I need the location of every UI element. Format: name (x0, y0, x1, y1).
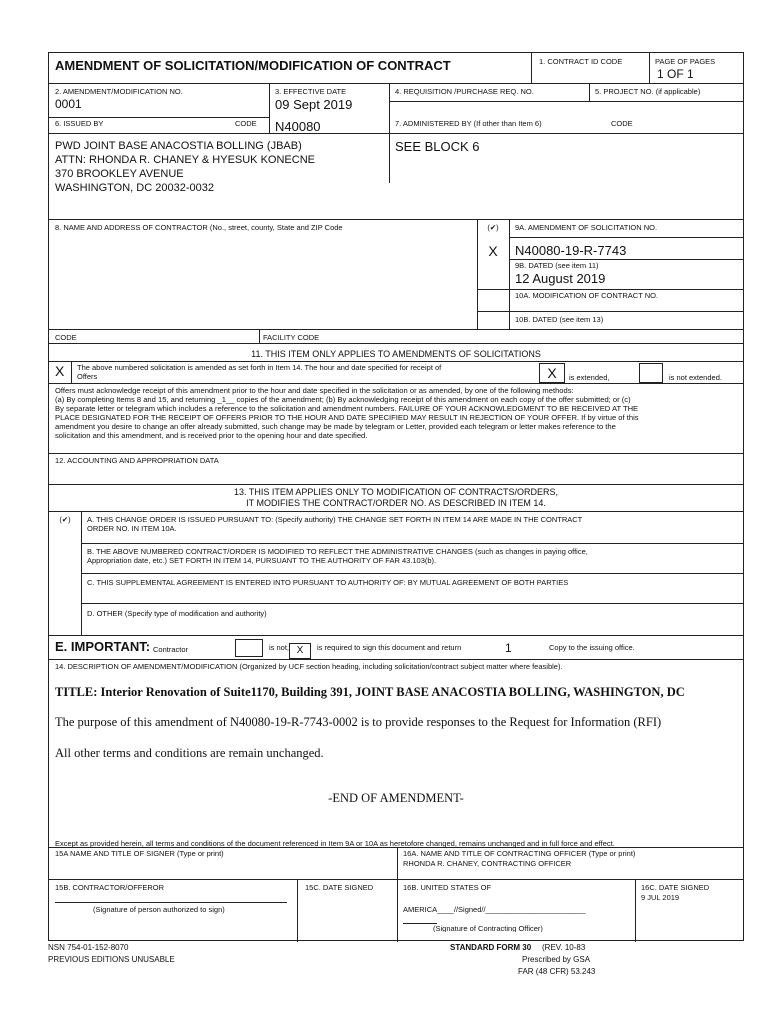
prescribed-by: Prescribed by GSA (522, 955, 591, 964)
amendment-form (48, 52, 744, 941)
amendment-no-value: 0001 (55, 97, 82, 111)
item-14-label: 14. DESCRIPTION OF AMENDMENT/MODIFICATION (Organized by UCF section heading, including solicitation/contract subject matter where feasible). (55, 662, 563, 671)
previous-editions: PREVIOUS EDITIONS UNUSABLE (48, 955, 175, 964)
extended-check-mark: X (547, 365, 557, 381)
standard-form-label: STANDARD FORM 30 (450, 943, 532, 952)
dated-10b-label: 10B. DATED (see item 13) (515, 315, 604, 324)
end-of-amendment: -END OF AMENDMENT- (328, 791, 464, 805)
extended-label: is extended, (569, 373, 610, 382)
is-not-checkbox[interactable] (235, 639, 263, 657)
is-required-text: is required to sign this document and return (317, 643, 462, 652)
contractor-name-label: 8. NAME AND ADDRESS OF CONTRACTOR (No., street, county, State and ZIP Code (55, 223, 343, 232)
amendment-solicitation-label: 9A. AMENDMENT OF SOLICITATION NO. (515, 223, 658, 232)
officer-signature-caption: (Signature of Contracting Officer) (433, 924, 543, 932)
code-label: CODE (55, 333, 77, 342)
copies-count: 1 (505, 641, 512, 655)
issued-by-label: 6. ISSUED BY (55, 119, 104, 128)
united-states-label: 16B. UNITED STATES OF (403, 883, 492, 892)
project-no-label: 5. PROJECT NO. (if applicable) (595, 87, 701, 96)
effective-date-label: 3. EFFECTIVE DATE (275, 87, 347, 96)
amendment-title: TITLE: Interior Renovation of Suite1170, Building 391, JOINT BASE ANACOSTIA BOLLING, WASHINGTON, DC (55, 685, 685, 699)
item-13a-text: A. THIS CHANGE ORDER IS ISSUED PURSUANT TO: (Specify authority) THE CHANGE SET FORTH IN ITEM 14 ARE MADE IN THE CONTRACT ORDER NO. IN ITEM 10A. (87, 515, 583, 533)
item-11-check-mark: X (55, 363, 65, 379)
not-extended-checkbox[interactable] (639, 363, 663, 383)
not-extended-label: is not extended. (669, 373, 722, 382)
page-value: 1 OF 1 (657, 67, 694, 81)
nsn-number: NSN 754-01-152-8070 (48, 943, 129, 952)
copy-to-text: Copy to the issuing office. (549, 643, 635, 652)
administered-by-value: SEE BLOCK 6 (395, 139, 480, 154)
check-9a-mark: X (488, 243, 498, 259)
dated-9b-value: 12 August 2019 (515, 271, 606, 286)
modification-contract-label: 10A. MODIFICATION OF CONTRACT NO. (515, 291, 659, 300)
far-reference: FAR (48 CFR) 53.243 (518, 967, 596, 976)
item-11-text: The above numbered solicitation is amended as set forth in Item 14. The hour and date specified for receipt of Offers (77, 363, 442, 381)
extended-checkbox[interactable] (539, 363, 565, 383)
item-11-heading: 11. THIS ITEM ONLY APPLIES TO AMENDMENTS OF SOLICITATIONS (251, 349, 541, 359)
dated-9b-label: 9B. DATED (see item 11) (515, 261, 599, 270)
amendment-no-label: 2. AMENDMENT/MODIFICATION NO. (55, 87, 183, 96)
date-signed-16c-value: 9 JUL 2019 (641, 893, 680, 902)
date-signed-15c-label: 15C. DATE SIGNED (305, 883, 374, 892)
administered-by-label: 7. ADMINISTERED BY (If other than Item 6) (395, 119, 542, 128)
is-required-check-mark: X (296, 645, 304, 656)
check-column-label: (✔) (487, 223, 499, 232)
date-signed-16c-label: 16C. DATE SIGNED (641, 883, 710, 892)
form-title: AMENDMENT OF SOLICITATION/MODIFICATION OF CONTRACT (55, 58, 451, 73)
issuer-address: PWD JOINT BASE ANACOSTIA BOLLING (JBAB) ATTN: RHONDA R. CHANEY & HYESUK KONECNE 370 BROOKLEY AVENUE WASHINGTON, DC 20032-0032 (55, 140, 315, 194)
requisition-label: 4. REQUISITION /PURCHASE REQ. NO. (395, 87, 534, 96)
revision-label: (REV. 10-83 (542, 943, 586, 952)
amendment-purpose: The purpose of this amendment of N40080-19-R-7743-0002 is to provide responses to the Request for Information (RFI) (55, 715, 662, 729)
item-13d-text: D. OTHER (Specify type of modification and authority) (87, 609, 267, 618)
contract-id-label: 1. CONTRACT ID CODE (539, 57, 623, 66)
item-13b-text: B. THE ABOVE NUMBERED CONTRACT/ORDER IS MODIFIED TO REFLECT THE ADMINISTRATIVE CHANGES (such as changes in paying office, Appropriation date, etc.) SET FORTH IN ITEM 14, PURSUANT TO THE AUTHORITY OF FAR 43.103(b). (87, 547, 588, 565)
amendment-terms: All other terms and conditions are remain unchanged. (55, 746, 324, 760)
item-13c-text: C. THIS SUPPLEMENTAL AGREEMENT IS ENTERED INTO PURSUANT TO AUTHORITY OF: BY MUTUAL AGREEMENT OF BOTH PARTIES (87, 578, 569, 587)
important-contractor: Contractor (153, 645, 189, 654)
item-11-paragraph: Offers must acknowledge receipt of this amendment prior to the hour and date specified in the solicitation or as amended, by one of the following methods: (a) By completing Items 8 and 15, and returning _1__ copies of the amendment; (b) By acknowledging receipt of this amendment on each copy of the offer submitted; or (c) By separate letter or telegram which includes a reference to the solicitation and amendment numbers. FAILURE OF YOUR ACKNOWLEDGMENT TO BE RECEIVED AT THE PLACE DESIGNATED FOR THE RECEIPT OF OFFERS PRIOR TO THE HOUR AND DATE SPECIFIED MAY RESULT IN REJECTION OF YOUR OFFER. If by virtue of this amendment you desire to change an offer already submitted, such change may be made by telegram or Letter, provided each telegram or letter makes reference to the solicitation and this amendment, and is received prior to the opening hour and date specified. (55, 386, 639, 440)
is-required-checkbox[interactable] (289, 643, 311, 659)
solicitation-no-value: N40080-19-R-7743 (515, 243, 627, 258)
administered-code-label: CODE (611, 119, 633, 128)
signer-label: 15A NAME AND TITLE OF SIGNER (Type or print) (55, 849, 224, 858)
page-of-pages-label: PAGE OF PAGES (655, 57, 716, 66)
facility-code-label: FACILITY CODE (263, 333, 320, 342)
officer-label: 16A. NAME AND TITLE OF CONTRACTING OFFICER (Type or print) (403, 849, 636, 858)
officer-name: RHONDA R. CHANEY, CONTRACTING OFFICER (403, 859, 572, 868)
item-13-heading: 13. THIS ITEM APPLIES ONLY TO MODIFICATION OF CONTRACTS/ORDERS, IT MODIFIES THE CONTRACT/ORDER NO. AS DESCRIBED IN ITEM 14. (233, 487, 559, 508)
united-states-signature: AMERICA____//Signed//________________________ (403, 905, 586, 914)
important-label: E. IMPORTANT: (55, 639, 151, 654)
issued-code-value: N40080 (275, 119, 321, 134)
contractor-signature-caption: (Signature of person authorized to sign) (93, 905, 225, 914)
effective-date-value: 09 Sept 2019 (275, 97, 353, 112)
item-13-check-column: (✔) (59, 515, 71, 524)
is-not-label: is not, (269, 643, 290, 652)
item-12-label: 12. ACCOUNTING AND APPROPRIATION DATA (55, 456, 219, 465)
except-statement: Except as provided herein, all terms and conditions of the document referenced in Item 9A or 10A as heretofore changed, remains unchanged and in full force and effect. (55, 839, 615, 848)
contractor-offeror-label: 15B. CONTRACTOR/OFFEROR (55, 883, 165, 892)
issued-code-label: CODE (235, 119, 257, 128)
